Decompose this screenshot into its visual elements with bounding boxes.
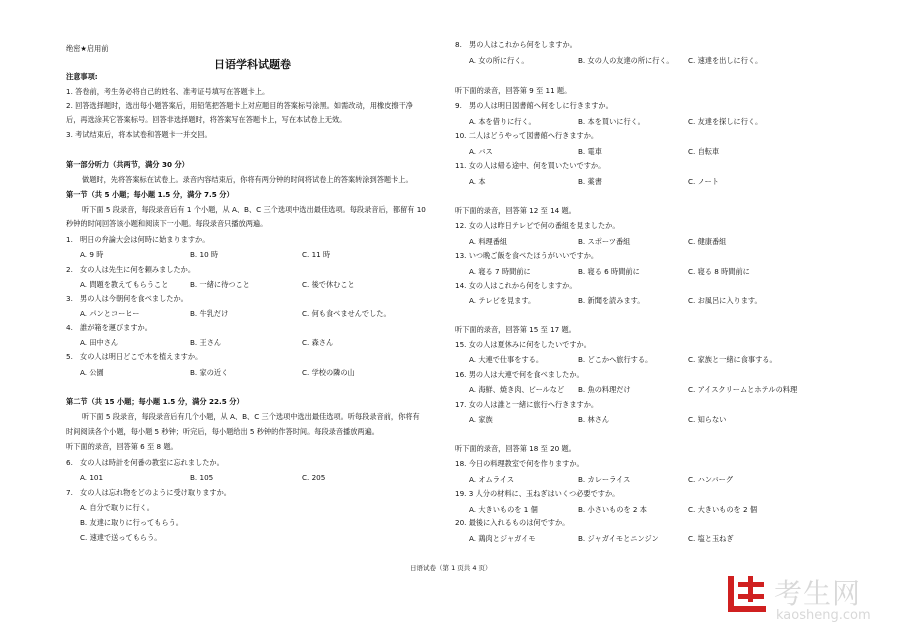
question-15-option-c: C. 家族と一緒に食事する。 — [688, 355, 777, 364]
logo-text-en: kaosheng.com — [776, 608, 871, 623]
group-instruction: 听下面的录音，回答第 9 至 11 题。 — [455, 86, 572, 95]
part1-intro: 做题时，先将答案标在试卷上。录音内容结束后，你将有两分钟的时间将试卷上的答案转涂到答题卡上。 — [82, 175, 413, 184]
question-12-stem: 12. 女の人は昨日テレビで何の番組を見ましたか。 — [455, 221, 620, 230]
question-16-option-c: C. アイスクリームとホテルの料理 — [688, 385, 798, 394]
question-16-stem: 16. 男の人は大連で何を食べましたか。 — [455, 370, 584, 379]
question-13-option-a: A. 寝る 7 時間前に — [469, 267, 531, 276]
question-8-option-b: B. 女の人の友達の所に行く。 — [578, 56, 674, 65]
note-item: 后，再选涂其它答案标号。回答非选择题时，将答案写在答题卡上，写在本试卷上无效。 — [66, 115, 347, 124]
question-10-option-c: C. 自転車 — [688, 147, 720, 156]
question-18-option-a: A. オムライス — [469, 475, 515, 484]
question-20-option-a: A. 鶏肉とジャガイモ — [469, 534, 536, 543]
question-2-stem: 2. 女の人は先生に何を頼みましたか。 — [66, 265, 196, 274]
question-16-option-b: B. 魚の料理だけ — [578, 385, 631, 394]
question-7-stem: 7. 女の人は忘れ物をどのように受け取りますか。 — [66, 488, 231, 497]
question-19-option-c: C. 大きいものを 2 個 — [688, 505, 758, 514]
question-10-option-b: B. 電車 — [578, 147, 602, 156]
group-instruction: 听下面的录音，回答第 12 至 14 题。 — [455, 206, 576, 215]
question-4-option-c: C. 森さん — [302, 338, 334, 347]
group-instruction: 听下面的录音，回答第 6 至 8 题。 — [66, 442, 178, 451]
question-8-option-c: C. 速達を出しに行く。 — [688, 56, 763, 65]
question-18-stem: 18. 今日の料理教室で何を作りますか。 — [455, 459, 584, 468]
question-7-option-a: A. 自分で取りに行く。 — [80, 503, 154, 512]
question-20-option-b: B. ジャガイモとニンジン — [578, 534, 659, 543]
question-17-option-b: B. 林さん — [578, 415, 610, 424]
question-11-stem: 11. 女の人は帰る途中、何を買いたいですか。 — [455, 161, 606, 170]
notes-heading: 注意事项: — [66, 72, 98, 81]
question-7-option-b: B. 友達に取りに行ってもらう。 — [80, 518, 183, 527]
question-3-option-b: B. 牛乳だけ — [190, 309, 229, 318]
question-17-option-c: C. 知らない — [688, 415, 727, 424]
section1-heading: 第一节（共 5 小题；每小题 1.5 分，满分 7.5 分） — [66, 190, 234, 199]
question-9-option-a: A. 本を借りに行く。 — [469, 117, 536, 126]
question-11-option-c: C. ノート — [688, 177, 719, 186]
question-4-option-a: A. 田中さん — [80, 338, 119, 347]
question-2-option-a: A. 問題を教えてもらうこと — [80, 280, 169, 289]
logo-text-cn: 考生网 — [774, 577, 862, 610]
question-15-stem: 15. 女の人は夏休みに何をしたいですか。 — [455, 340, 591, 349]
question-20-option-c: C. 塩と玉ねぎ — [688, 534, 734, 543]
question-17-stem: 17. 女の人は誰と一緒に旅行へ行きますか。 — [455, 400, 599, 409]
question-19-stem: 19. 3 人分の材料に、玉ねぎはいくつ必要ですか。 — [455, 489, 620, 498]
question-19-option-a: A. 大きいものを 1 個 — [469, 505, 538, 514]
question-6-option-c: C. 205 — [302, 473, 326, 482]
question-12-option-c: C. 健康番組 — [688, 237, 727, 246]
question-7-option-c: C. 速達で送ってもらう。 — [80, 533, 162, 542]
question-6-stem: 6. 女の人は時計を何番の教室に忘れましたか。 — [66, 458, 224, 467]
question-17-option-a: A. 家族 — [469, 415, 493, 424]
question-10-stem: 10. 二人はどうやって図書館へ行きますか。 — [455, 131, 599, 140]
question-9-option-c: C. 友達を探しに行く。 — [688, 117, 763, 126]
question-1-option-b: B. 10 時 — [190, 250, 219, 259]
question-13-stem: 13. いつ晩ご飯を食べたほうがいいですか。 — [455, 251, 599, 260]
question-11-option-b: B. 薬書 — [578, 177, 602, 186]
question-6-option-a: A. 101 — [80, 473, 104, 482]
question-5-stem: 5. 女の人は明日どこで木を植えますか。 — [66, 352, 203, 361]
question-14-option-b: B. 新聞を読みます。 — [578, 296, 645, 305]
question-19-option-b: B. 小さいものを 2 本 — [578, 505, 647, 514]
question-14-option-a: A. テレビを見ます。 — [469, 296, 536, 305]
part1-heading: 第一部分听力（共两节，满分 30 分） — [66, 160, 189, 169]
section2-heading: 第二节（共 15 小题；每小题 1.5 分，满分 22.5 分） — [66, 397, 244, 406]
section2-intro: 听下面 5 段录音，每段录音后有几个小题，从 A、B、C 三个选项中选出最佳选项。听每段录音前，你将有 — [82, 412, 420, 421]
kaosheng-logo-icon — [726, 574, 768, 614]
question-9-stem: 9. 男の人は明日図書館へ何をしに行きますか。 — [455, 101, 613, 110]
question-14-option-c: C. お風呂に入ります。 — [688, 296, 762, 305]
question-5-option-c: C. 学校の隣の山 — [302, 368, 355, 377]
question-15-option-a: A. 大連で仕事をする。 — [469, 355, 544, 364]
group-instruction: 听下面的录音，回答第 18 至 20 题。 — [455, 444, 576, 453]
group-instruction: 听下面的录音，回答第 15 至 17 题。 — [455, 325, 576, 334]
question-2-option-c: C. 後で休むこと — [302, 280, 355, 289]
question-4-stem: 4. 誰が箱を運びますか。 — [66, 323, 152, 332]
section1-intro: 秒钟的时间回答该小题和阅读下一小题。每段录音只播放两遍。 — [66, 219, 268, 228]
question-3-stem: 3. 男の人は今朝何を食べましたか。 — [66, 294, 188, 303]
question-13-option-b: B. 寝る 6 時間前に — [578, 267, 640, 276]
question-20-stem: 20. 最後に入れるものは何ですか。 — [455, 518, 570, 527]
question-15-option-b: B. どこかへ旅行する。 — [578, 355, 653, 364]
question-1-option-c: C. 11 時 — [302, 250, 331, 259]
question-12-option-a: A. 料理番組 — [469, 237, 508, 246]
question-8-stem: 8. 男の人はこれから何をしますか。 — [455, 40, 577, 49]
question-1-stem: 1. 明日の弁論大会は何時に始まりますか。 — [66, 235, 210, 244]
question-9-option-b: B. 本を買いに行く。 — [578, 117, 645, 126]
question-18-option-c: C. ハンバーグ — [688, 475, 734, 484]
section2-intro: 时间阅读各个小题，每小题 5 秒钟；听完后，每小题给出 5 秒钟的作答时间。每段录音播放两遍。 — [66, 427, 379, 436]
question-18-option-b: B. カレーライス — [578, 475, 631, 484]
question-10-option-a: A. バス — [469, 147, 493, 156]
question-8-option-a: A. 女の所に行く。 — [469, 56, 529, 65]
page-footer: 日语试卷（第 1 页共 4 页） — [410, 564, 492, 572]
question-16-option-a: A. 海鮮、焼き肉、ビールなど — [469, 385, 565, 394]
question-4-option-b: B. 王さん — [190, 338, 222, 347]
question-5-option-b: B. 家の近く — [190, 368, 229, 377]
question-2-option-b: B. 一緒に待つこと — [190, 280, 250, 289]
question-3-option-a: A. パンとコーヒー — [80, 309, 140, 318]
question-5-option-a: A. 公園 — [80, 368, 104, 377]
kaosheng-logo — [726, 570, 896, 630]
question-6-option-b: B. 105 — [190, 473, 214, 482]
question-14-stem: 14. 女の人はこれから何をしますか。 — [455, 281, 577, 290]
question-13-option-c: C. 寝る 8 時間前に — [688, 267, 750, 276]
section1-intro: 听下面 5 段录音，每段录音后有 1 个小题，从 A、B、C 三个选项中选出最佳选项。每段录音后，都留有 10 — [82, 205, 426, 214]
note-item: 2. 回答选择题时，选出每小题答案后，用铅笔把答题卡上对应题目的答案标号涂黑。如需改动，用橡皮擦干净 — [66, 101, 413, 110]
question-12-option-b: B. スポーツ番組 — [578, 237, 631, 246]
question-1-option-a: A. 9 時 — [80, 250, 104, 259]
note-item: 1. 答卷前，考生务必将自己的姓名、准考证号填写在答题卡上。 — [66, 87, 270, 96]
note-item: 3. 考试结束后，将本试卷和答题卡一并交回。 — [66, 130, 212, 139]
question-11-option-a: A. 本 — [469, 177, 486, 186]
question-3-option-c: C. 何も食べませんでした。 — [302, 309, 391, 318]
page-title: 日语学科试题卷 — [214, 58, 291, 71]
confidential-mark: 绝密★启用前 — [66, 44, 109, 53]
